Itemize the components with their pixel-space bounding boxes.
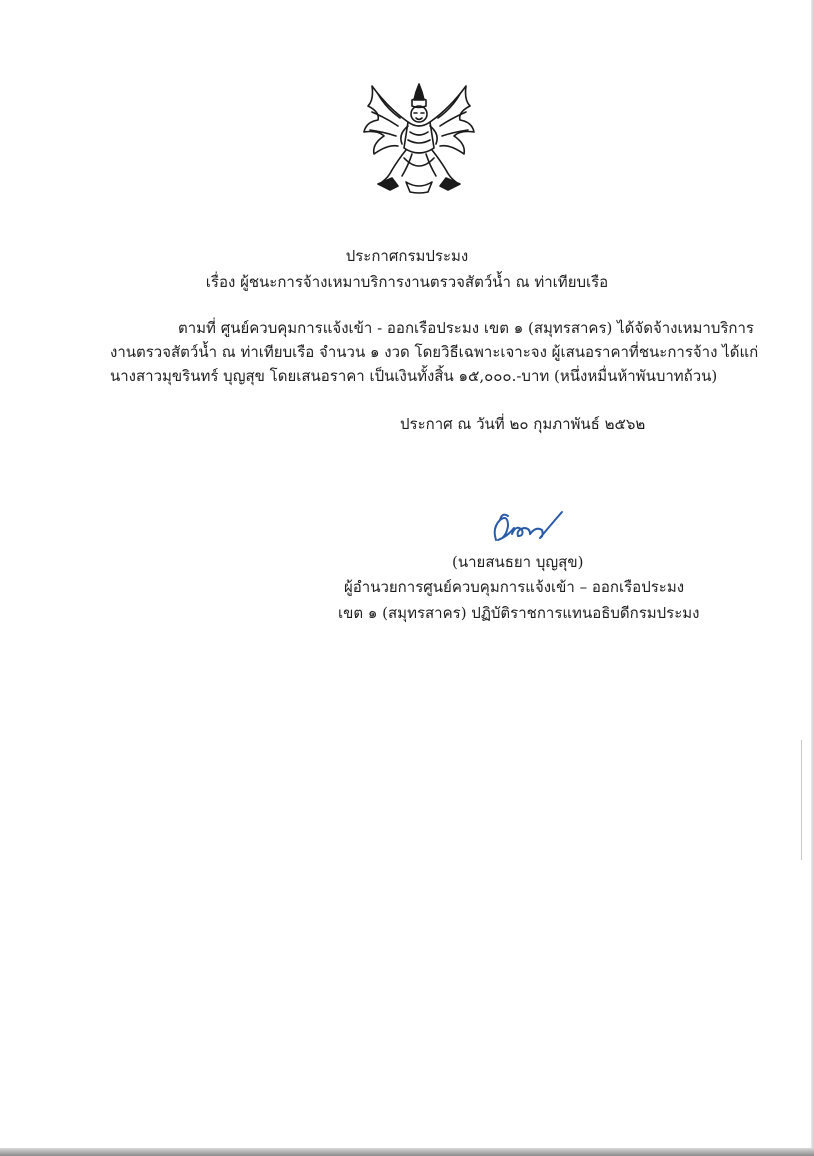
- signatory-position-2: เขต ๑ (สมุทรสาคร) ปฏิบัติราชการแทนอธิบดีกรมประมง: [338, 604, 700, 622]
- garuda-emblem-icon: [358, 78, 480, 196]
- signatory-position-1: ผู้อำนวยการศูนย์ควบคุมการแจ้งเข้า – ออกเรือประมง: [344, 578, 685, 596]
- subject-title: เรื่อง ผู้ชนะการจ้างเหมาบริการงานตรวจสัตว์น้ำ ณ ท่าเทียบเรือ: [205, 273, 609, 291]
- body-line-2: งานตรวจสัตว์น้ำ ณ ท่าเทียบเรือ จำนวน ๑ งวด โดยวิธีเฉพาะเจาะจง ผู้เสนอราคาที่ชนะการจ้าง ได้แก่: [110, 343, 759, 361]
- agency-title: ประกาศกรมประมง: [345, 247, 469, 265]
- announcement-date: ประกาศ ณ วันที่ ๒๐ กุมภาพันธ์ ๒๕๖๒: [400, 415, 646, 433]
- scan-mark: [801, 740, 802, 860]
- handwritten-signature: [486, 506, 566, 550]
- body-line-1: ตามที่ ศูนย์ควบคุมการแจ้งเข้า - ออกเรือประมง เขต ๑ (สมุทรสาคร) ได้จัดจ้างเหมาบริการ: [178, 319, 754, 337]
- body-line-3: นางสาวมุขรินทร์ บุญสุข โดยเสนอราคา เป็นเงินทั้งสิ้น ๑๕,๐๐๐.-บาท (หนึ่งหมื่นห้าพันบาทถ้วน): [110, 367, 718, 385]
- scan-edge-bottom: [0, 1148, 814, 1156]
- signatory-name: (นายสนธยา บุญสุข): [452, 553, 584, 571]
